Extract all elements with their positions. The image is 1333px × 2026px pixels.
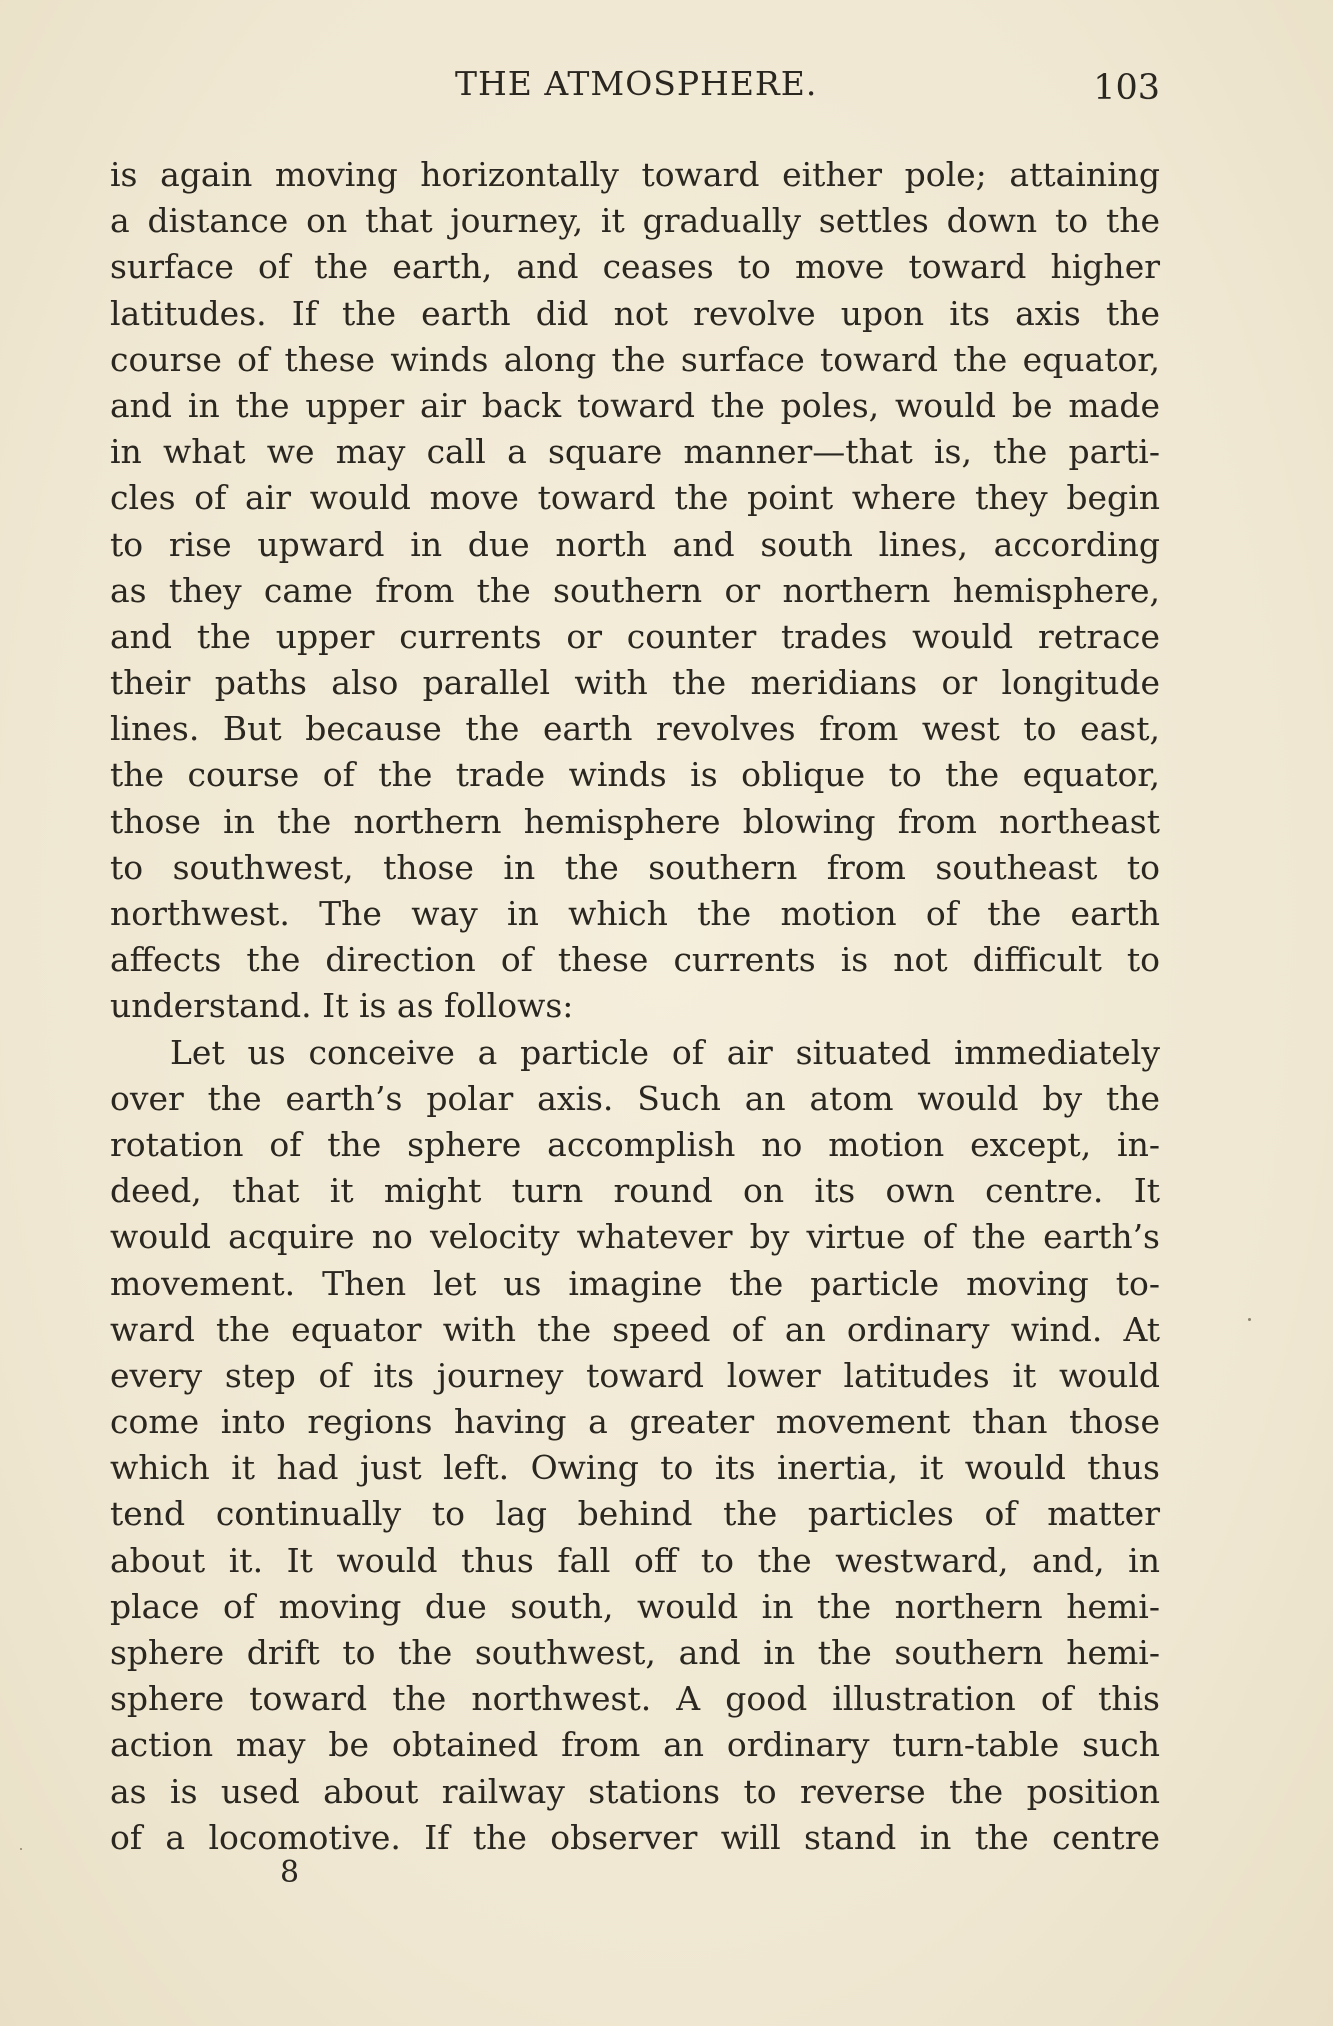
text-line: of a locomotive. If the observer will stand in the centre <box>110 1817 1160 1857</box>
text-line: in what we may call a square manner—that is, the parti- <box>110 432 1160 472</box>
text-line: deed, that it might turn round on its own centre. It <box>110 1171 1160 1211</box>
text-line: the course of the trade winds is oblique to the equator, <box>110 755 1160 795</box>
text-line: surface of the earth, and ceases to move toward higher <box>110 247 1160 287</box>
paper-speck <box>1248 1318 1251 1321</box>
text-line: movement. Then let us imagine the particle moving to- <box>110 1263 1160 1303</box>
text-line: to rise upward in due north and south lines, according <box>110 524 1160 564</box>
text-line: come into regions having a greater movement than those <box>110 1402 1160 1442</box>
text-line: cles of air would move toward the point where they begin <box>110 478 1160 518</box>
text-line: and the upper currents or counter trades would retrace <box>110 616 1160 656</box>
text-line: as they came from the southern or northern hemisphere, <box>110 570 1160 610</box>
running-head <box>110 58 1160 110</box>
text-line: is again moving horizontally toward either pole; attaining <box>110 155 1160 194</box>
text-line: understand. It is as follows: <box>110 986 574 1026</box>
text-line: rotation of the sphere accomplish no motion except, in- <box>110 1124 1160 1164</box>
text-line: to southwest, those in the southern from southeast to <box>110 847 1160 887</box>
running-head-title: THE ATMOSPHERE. <box>455 64 818 103</box>
text-line: action may be obtained from an ordinary turn-table such <box>110 1725 1160 1765</box>
text-line: course of these winds along the surface toward the equator, <box>110 339 1160 379</box>
text-line: lines. But because the earth revolves from west to east, <box>110 709 1160 749</box>
text-line: every step of its journey toward lower latitudes it would <box>110 1355 1160 1395</box>
text-line: affects the direction of these currents is not difficult to <box>110 940 1160 980</box>
paragraph <box>110 1030 1160 1861</box>
text-line: ward the equator with the speed of an ordinary wind. At <box>110 1309 1160 1349</box>
text-line: over the earth’s polar axis. Such an atom would by the <box>110 1078 1160 1118</box>
text-line: northwest. The way in which the motion of the earth <box>110 894 1160 933</box>
paper-speck <box>20 1848 22 1850</box>
text-line: and in the upper air back toward the poles, would be made <box>110 385 1160 425</box>
text-line: sphere drift to the southwest, and in the southern hemi- <box>110 1633 1160 1672</box>
text-line: their paths also parallel with the meridians or longitude <box>110 663 1160 703</box>
text-line: which it had just left. Owing to its inertia, it would thus <box>110 1448 1160 1488</box>
text-line: Let us conceive a particle of air situated immediately <box>170 1032 1160 1072</box>
text-line: about it. It would thus fall off to the westward, and, in <box>110 1540 1160 1580</box>
text-line: tend continually to lag behind the particles of matter <box>110 1494 1160 1534</box>
text-line: would acquire no velocity whatever by virtue of the earth’s <box>110 1217 1160 1257</box>
text-line: sphere toward the northwest. A good illustration of this <box>110 1679 1160 1719</box>
body-text <box>110 152 1160 1861</box>
text-line: a distance on that journey, it gradually settles down to the <box>110 201 1160 241</box>
page-number: 103 <box>1093 68 1160 108</box>
text-line: latitudes. If the earth did not revolve upon its axis the <box>110 293 1160 333</box>
text-line: those in the northern hemisphere blowing from northeast <box>110 801 1160 841</box>
paragraph <box>110 152 1160 1030</box>
text-line: as is used about railway stations to reverse the position <box>110 1771 1160 1811</box>
signature-mark: 8 <box>280 1855 300 1890</box>
text-line: place of moving due south, would in the northern hemi- <box>110 1586 1160 1626</box>
